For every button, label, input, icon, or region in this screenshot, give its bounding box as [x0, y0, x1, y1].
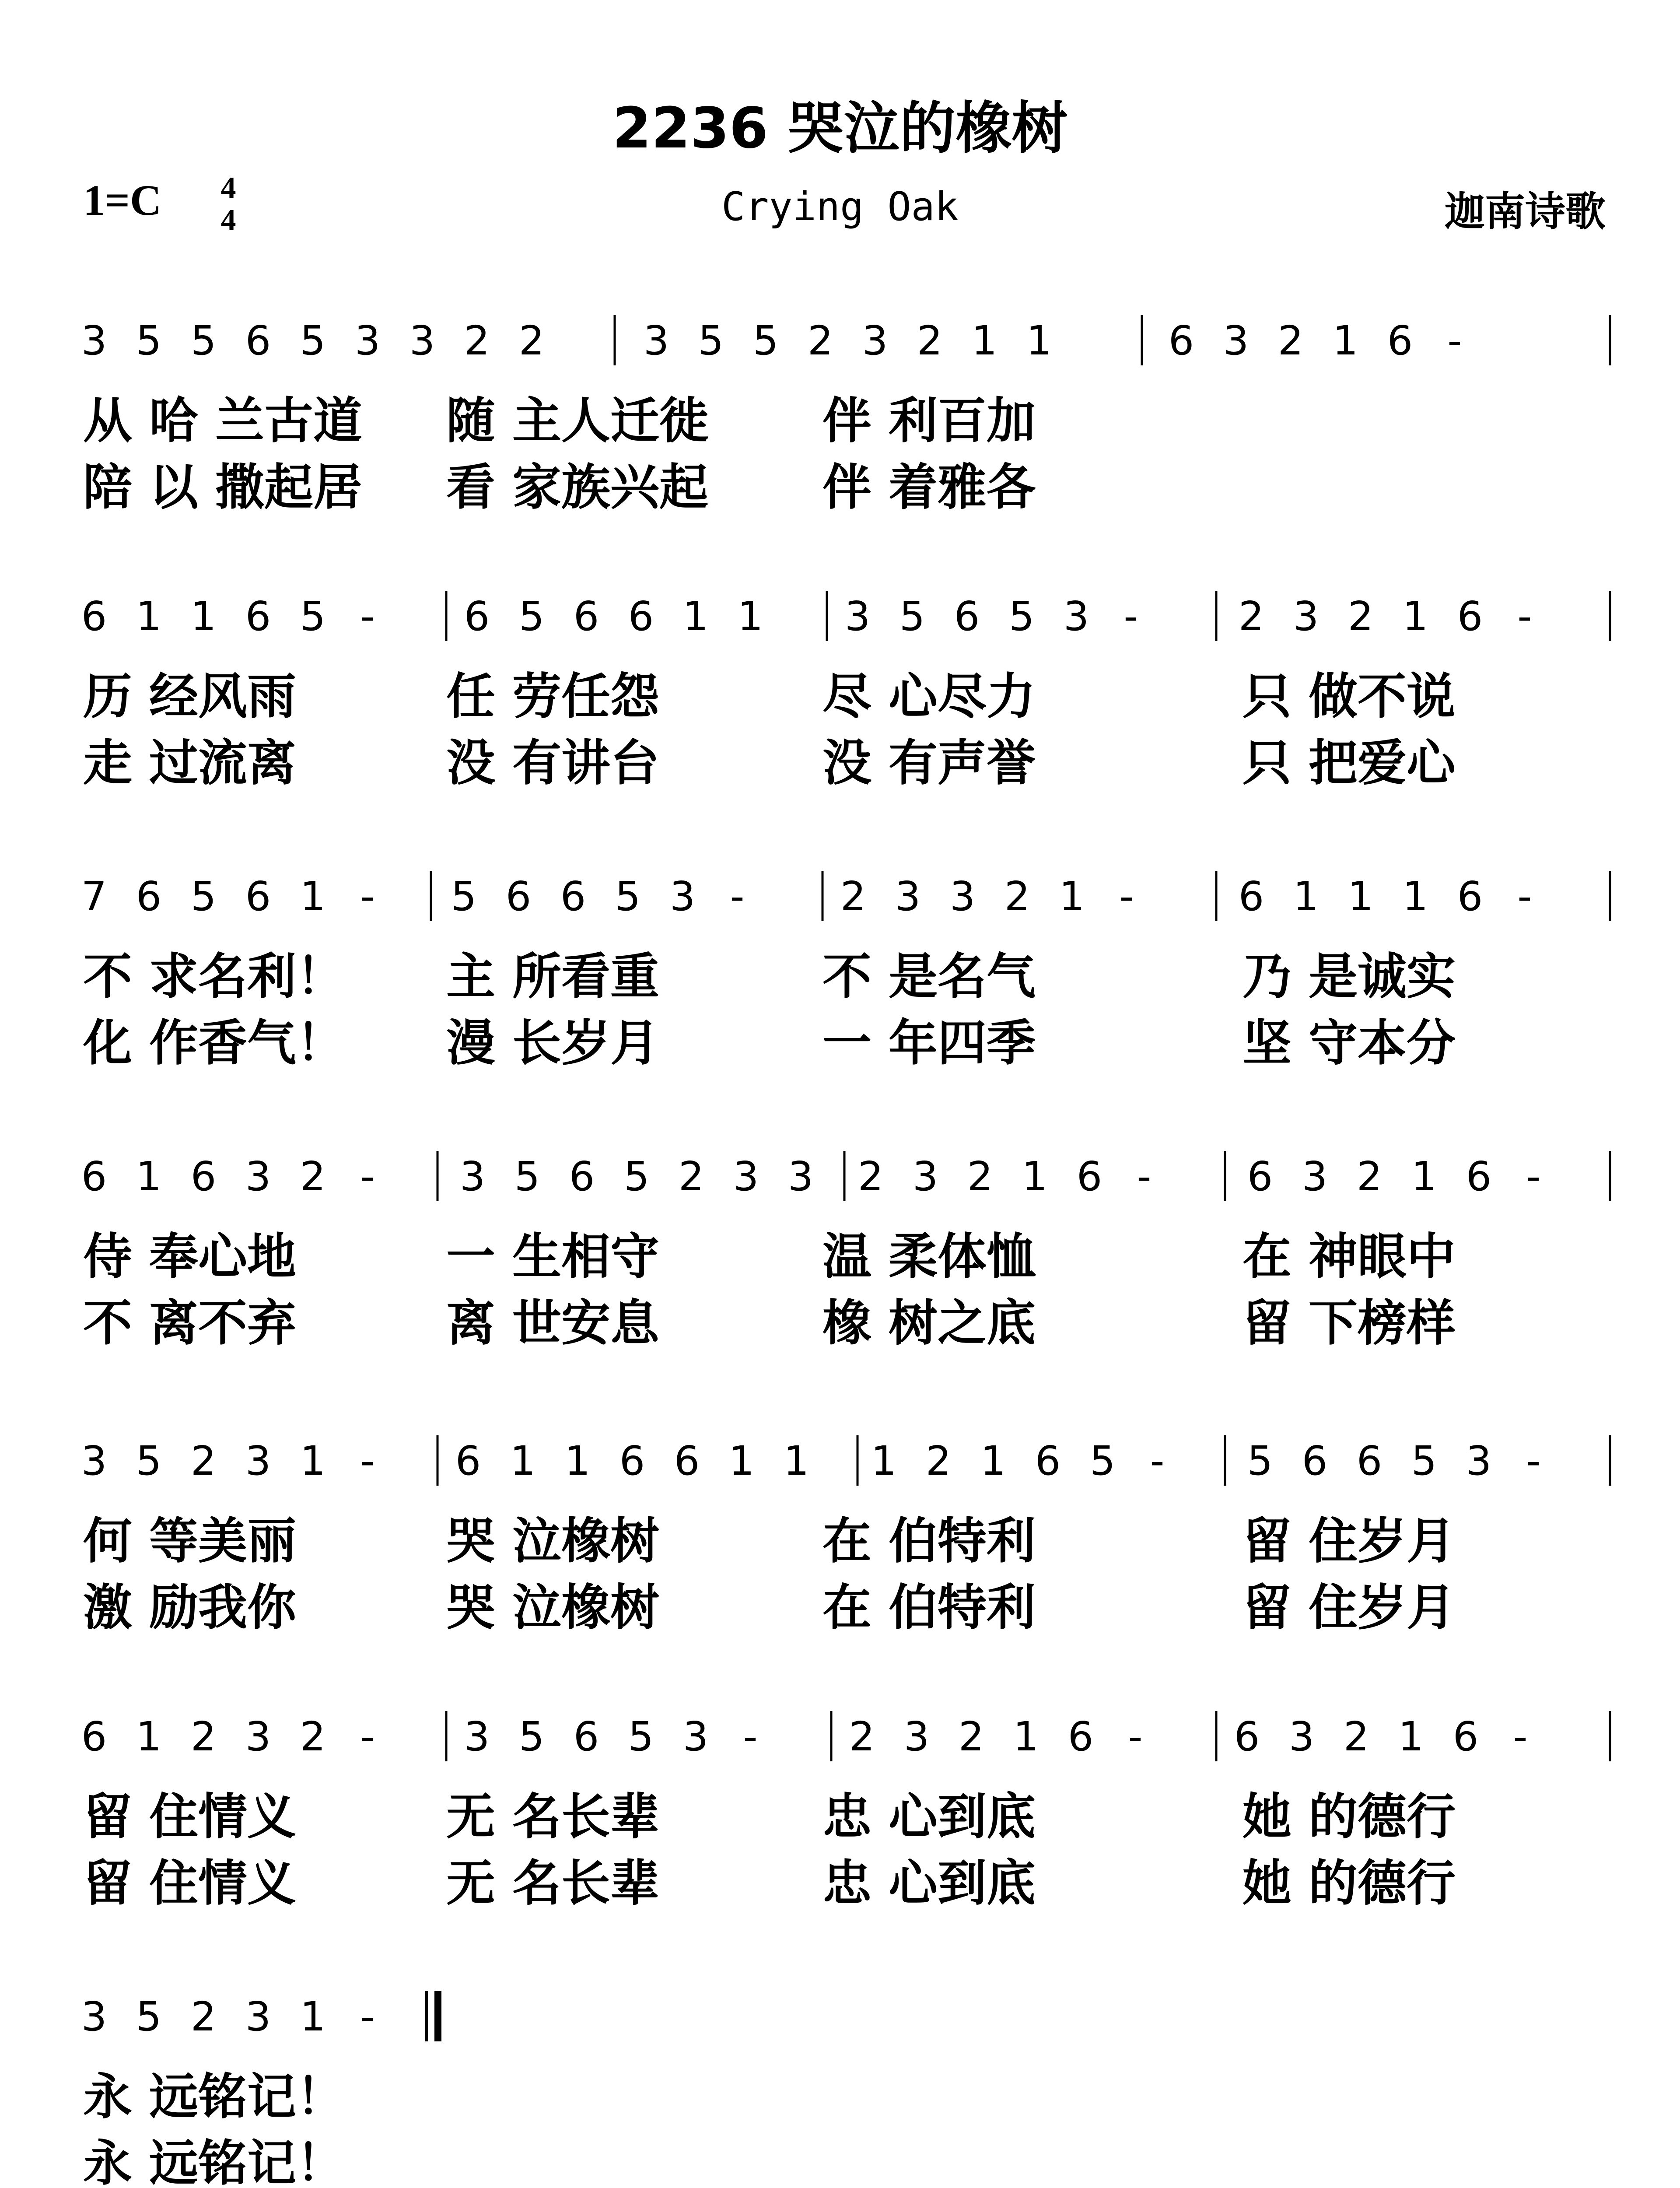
note: 2	[190, 1438, 217, 1484]
note: -	[1526, 1438, 1541, 1484]
measure	[849, 1713, 1143, 1760]
note: 5	[1008, 593, 1035, 640]
measure	[1239, 593, 1532, 640]
note: 3	[459, 1153, 486, 1200]
note: 3	[245, 1438, 271, 1484]
lyric-verse-2: 化 作香气！	[83, 1015, 345, 1072]
note-line	[81, 1438, 1541, 1484]
time-signature-top: 4	[220, 171, 236, 205]
measure	[871, 1438, 1165, 1484]
note: 1	[510, 1438, 536, 1484]
lyric-verse-2: 留 住情义	[83, 1855, 296, 1912]
lyric-verse-2: 看 家族兴起	[446, 459, 708, 516]
lyric-verse-1: 任 劳任怨	[446, 668, 659, 725]
measure	[840, 873, 1134, 920]
measure	[460, 1153, 814, 1200]
note: 1	[136, 1153, 162, 1200]
note: 2	[1348, 593, 1374, 640]
measure	[1247, 1438, 1541, 1484]
note: 5	[1247, 1438, 1273, 1484]
lyric-verse-1: 不 求名利！	[83, 948, 345, 1005]
note-line	[81, 317, 1462, 364]
note-line	[81, 873, 1532, 920]
note: 6	[1452, 1713, 1479, 1760]
measure	[1247, 1153, 1541, 1200]
note: 1	[728, 1438, 755, 1484]
note: 3	[643, 317, 669, 364]
note: 6	[954, 593, 980, 640]
lyric-verse-1: 忠 心到底	[822, 1788, 1036, 1845]
lyric-verse-2: 只 把爱心	[1242, 735, 1456, 792]
note: 1	[300, 1993, 326, 2040]
measure	[451, 873, 745, 920]
note: 1	[190, 593, 217, 640]
note: -	[1137, 1153, 1152, 1200]
measure	[464, 1713, 758, 1760]
note: -	[1447, 317, 1462, 364]
measure	[644, 317, 1052, 364]
note: 5	[518, 1713, 545, 1760]
note: 5	[300, 317, 326, 364]
note: 3	[354, 317, 381, 364]
note: 1	[1059, 873, 1085, 920]
note: 6	[1076, 1153, 1102, 1200]
note: 3	[1302, 1153, 1328, 1200]
note: 5	[698, 317, 724, 364]
note: 5	[190, 873, 217, 920]
note: 6	[81, 593, 107, 640]
lyric-verse-1: 何 等美丽	[83, 1513, 296, 1570]
note: 2	[300, 1153, 326, 1200]
measure	[1234, 1713, 1528, 1760]
note: 3	[862, 317, 888, 364]
note: 6	[245, 593, 271, 640]
lyric-verse-1: 只 做不说	[1242, 668, 1456, 725]
note: 2	[678, 1153, 704, 1200]
staff-row	[81, 1435, 1610, 1636]
note: 3	[733, 1153, 759, 1200]
note: 3	[81, 317, 107, 364]
note: 3	[245, 1713, 271, 1760]
note: 3	[1466, 1438, 1492, 1484]
note: 1	[1402, 593, 1428, 640]
note: -	[360, 873, 375, 920]
note: 3	[464, 1713, 490, 1760]
lyric-verse-1: 温 柔体恤	[822, 1228, 1036, 1285]
note: 1	[1332, 317, 1358, 364]
note: 6	[1035, 1438, 1061, 1484]
note: 1	[1026, 317, 1052, 364]
note: 1	[682, 593, 709, 640]
note: -	[360, 1438, 375, 1484]
note: -	[360, 1713, 375, 1760]
lyric-verse-1: 从 哈 兰古道	[83, 393, 362, 449]
note: -	[360, 1993, 375, 2040]
lyric-verse-2: 她 的德行	[1242, 1855, 1456, 1912]
measure	[464, 593, 763, 640]
measure	[1169, 317, 1462, 364]
note: 1	[300, 1438, 326, 1484]
note: 2	[190, 1993, 217, 2040]
note: 2	[925, 1438, 952, 1484]
note: -	[1150, 1438, 1165, 1484]
note: 6	[1068, 1713, 1094, 1760]
staff-row	[81, 871, 1610, 1072]
note: 6	[1457, 873, 1483, 920]
note: 2	[807, 317, 833, 364]
lyric-verse-2: 伴 着雅各	[822, 459, 1036, 516]
note: -	[360, 593, 375, 640]
note: 3	[245, 1993, 271, 2040]
note: 1	[1022, 1153, 1048, 1200]
note: 6	[245, 873, 271, 920]
note: 6	[560, 873, 586, 920]
note: 6	[573, 593, 599, 640]
staff-row	[81, 315, 1610, 516]
lyrics	[83, 1513, 1456, 1636]
note: 6	[1356, 1438, 1382, 1484]
lyric-verse-1: 永 远铭记！	[83, 2069, 345, 2125]
note: 3	[1293, 593, 1319, 640]
lyric-verse-1: 在 伯特利	[822, 1513, 1036, 1570]
lyric-verse-1: 乃 是诚实	[1242, 948, 1456, 1005]
note: 5	[136, 1993, 162, 2040]
note: 3	[844, 593, 871, 640]
lyric-verse-2: 一 年四季	[822, 1015, 1036, 1072]
note: 6	[464, 593, 490, 640]
song-subtitle: Crying Oak	[721, 184, 959, 230]
note: 6	[628, 593, 654, 640]
lyric-verse-2: 离 世安息	[446, 1295, 659, 1352]
staff-row	[81, 1151, 1610, 1352]
note: 1	[300, 873, 326, 920]
note: 6	[1234, 1713, 1260, 1760]
lyric-verse-2: 无 名长辈	[446, 1855, 659, 1912]
note: 5	[899, 593, 925, 640]
note-line	[81, 1993, 375, 2040]
note: 1	[1411, 1153, 1437, 1200]
note: 6	[190, 1153, 217, 1200]
note: 3	[409, 317, 435, 364]
note: 2	[967, 1153, 993, 1200]
lyric-verse-1: 侍 奉心地	[83, 1228, 296, 1285]
measure	[81, 1993, 375, 2040]
lyrics	[83, 948, 1456, 1072]
lyrics	[83, 393, 1036, 516]
note: 6	[81, 1713, 107, 1760]
measure	[845, 593, 1138, 640]
lyric-verse-1: 主 所看重	[446, 948, 659, 1005]
note: 6	[81, 1153, 107, 1200]
lyrics	[83, 1228, 1456, 1352]
note: 6	[674, 1438, 700, 1484]
lyric-verse-1: 无 名长辈	[446, 1788, 659, 1845]
note: 6	[1168, 317, 1194, 364]
lyrics	[83, 1788, 1456, 1912]
note: 5	[136, 1438, 162, 1484]
note: 6	[455, 1438, 481, 1484]
lyric-verse-1: 伴 利百加	[822, 393, 1036, 449]
note: 5	[752, 317, 779, 364]
lyric-verse-2: 橡 树之底	[822, 1295, 1036, 1352]
note: 2	[1356, 1153, 1382, 1200]
note: 2	[1278, 317, 1304, 364]
note: 6	[569, 1153, 595, 1200]
note: 1	[136, 1713, 162, 1760]
note-line	[81, 1713, 1528, 1760]
note: 1	[980, 1438, 1006, 1484]
lyric-verse-2: 激 励我你	[83, 1579, 296, 1636]
note: 1	[783, 1438, 809, 1484]
note: 1	[1013, 1713, 1039, 1760]
lyric-verse-2: 哭 泣橡树	[446, 1579, 659, 1636]
staff-row	[81, 1711, 1610, 1912]
staff-row	[81, 1991, 441, 2188]
lyric-verse-1: 随 主人迁徙	[446, 393, 708, 449]
note: 3	[903, 1713, 930, 1760]
note: 3	[81, 1438, 107, 1484]
measure	[858, 1153, 1152, 1200]
note: 1	[871, 1438, 897, 1484]
measure	[81, 873, 375, 920]
note: 5	[518, 593, 545, 640]
measure	[81, 317, 545, 364]
lyric-verse-1: 在 神眼中	[1242, 1228, 1456, 1285]
lyric-verse-2: 永 远铭记！	[83, 2135, 345, 2188]
note: 1	[136, 593, 162, 640]
lyric-verse-2: 留 下榜样	[1242, 1295, 1456, 1352]
note: 5	[136, 317, 162, 364]
lyric-verse-2: 不 离不弃	[83, 1295, 296, 1352]
note: 3	[81, 1993, 107, 2040]
lyric-verse-2: 留 住岁月	[1242, 1579, 1456, 1636]
note: 1	[564, 1438, 591, 1484]
note: -	[1119, 873, 1134, 920]
note: 6	[1238, 873, 1264, 920]
note: 5	[623, 1153, 650, 1200]
note: 2	[917, 317, 943, 364]
note: 3	[949, 873, 976, 920]
note: 3	[1063, 593, 1089, 640]
note: 5	[190, 317, 217, 364]
note: 6	[1302, 1438, 1328, 1484]
note: 2	[958, 1713, 984, 1760]
note: 1	[1402, 873, 1428, 920]
lyric-verse-1: 一 生相守	[446, 1228, 659, 1285]
note: 2	[190, 1713, 217, 1760]
note: 1	[1348, 873, 1374, 920]
note: 3	[912, 1153, 938, 1200]
note: 3	[1223, 317, 1249, 364]
note: 6	[1466, 1153, 1492, 1200]
note: 5	[1089, 1438, 1116, 1484]
note: 2	[858, 1153, 884, 1200]
note: -	[743, 1713, 758, 1760]
note: -	[1128, 1713, 1143, 1760]
note: 5	[514, 1153, 540, 1200]
note: 2	[464, 317, 490, 364]
note: 3	[245, 1153, 271, 1200]
note: 5	[451, 873, 477, 920]
song-author: 迦南诗歌	[1444, 188, 1606, 235]
measure	[81, 593, 375, 640]
note: -	[1124, 593, 1138, 640]
note: 6	[1457, 593, 1483, 640]
lyric-verse-2: 忠 心到底	[822, 1855, 1036, 1912]
lyric-verse-2: 走 过流离	[83, 735, 296, 792]
note: -	[730, 873, 745, 920]
note: 2	[849, 1713, 875, 1760]
time-signature-bottom: 4	[220, 203, 236, 237]
note: 3	[1288, 1713, 1315, 1760]
staff-row	[81, 591, 1610, 792]
lyric-verse-2: 陪 以 撒起居	[83, 459, 362, 516]
note: 5	[615, 873, 641, 920]
note: 2	[1343, 1713, 1369, 1760]
note: 6	[1387, 317, 1413, 364]
note: 3	[788, 1153, 814, 1200]
lyric-verse-2: 没 有声誉	[822, 735, 1036, 792]
note: 2	[518, 317, 545, 364]
note: 2	[300, 1713, 326, 1760]
lyric-verse-1: 留 住情义	[83, 1788, 296, 1845]
end-barline-thick	[434, 1991, 441, 2041]
note-line	[81, 1153, 1541, 1200]
note: 3	[669, 873, 696, 920]
lyrics	[83, 2069, 345, 2188]
note: 7	[81, 873, 107, 920]
note: 6	[245, 317, 271, 364]
note: -	[1517, 593, 1532, 640]
note: -	[1517, 873, 1532, 920]
measure	[81, 1153, 375, 1200]
note: 2	[1004, 873, 1030, 920]
note: -	[1513, 1713, 1528, 1760]
note: 1	[737, 593, 763, 640]
note: 2	[840, 873, 866, 920]
measure	[81, 1438, 375, 1484]
note: -	[360, 1153, 375, 1200]
song-title: 2236 哭泣的橡树	[612, 96, 1068, 161]
lyric-verse-1: 尽 心尽力	[822, 668, 1036, 725]
lyric-verse-2: 没 有讲台	[446, 735, 659, 792]
note: 2	[1238, 593, 1264, 640]
note: 1	[1398, 1713, 1424, 1760]
lyric-verse-2: 坚 守本分	[1242, 1015, 1456, 1072]
note: 6	[619, 1438, 645, 1484]
note-line	[81, 593, 1532, 640]
note: -	[1526, 1153, 1541, 1200]
note: 6	[1247, 1153, 1273, 1200]
lyric-verse-1: 不 是名气	[822, 948, 1036, 1005]
note: 6	[573, 1713, 599, 1760]
measure	[455, 1438, 809, 1484]
note: 3	[895, 873, 921, 920]
note: 5	[300, 593, 326, 640]
key-signature: 1=C	[83, 176, 162, 224]
note: 5	[1411, 1438, 1437, 1484]
lyric-verse-2: 漫 长岁月	[446, 1015, 659, 1072]
lyric-verse-1: 历 经风雨	[83, 668, 296, 725]
note: 1	[971, 317, 998, 364]
note: 6	[505, 873, 532, 920]
note: 1	[1293, 873, 1319, 920]
lyric-verse-1: 哭 泣橡树	[446, 1513, 659, 1570]
measure	[1239, 873, 1532, 920]
lyric-verse-1: 她 的德行	[1242, 1788, 1456, 1845]
lyric-verse-2: 在 伯特利	[822, 1579, 1036, 1636]
note: 5	[628, 1713, 654, 1760]
lyrics	[83, 668, 1457, 792]
note: 3	[682, 1713, 709, 1760]
measure	[81, 1713, 375, 1760]
note: 6	[136, 873, 162, 920]
lyric-verse-1: 留 住岁月	[1242, 1513, 1456, 1570]
